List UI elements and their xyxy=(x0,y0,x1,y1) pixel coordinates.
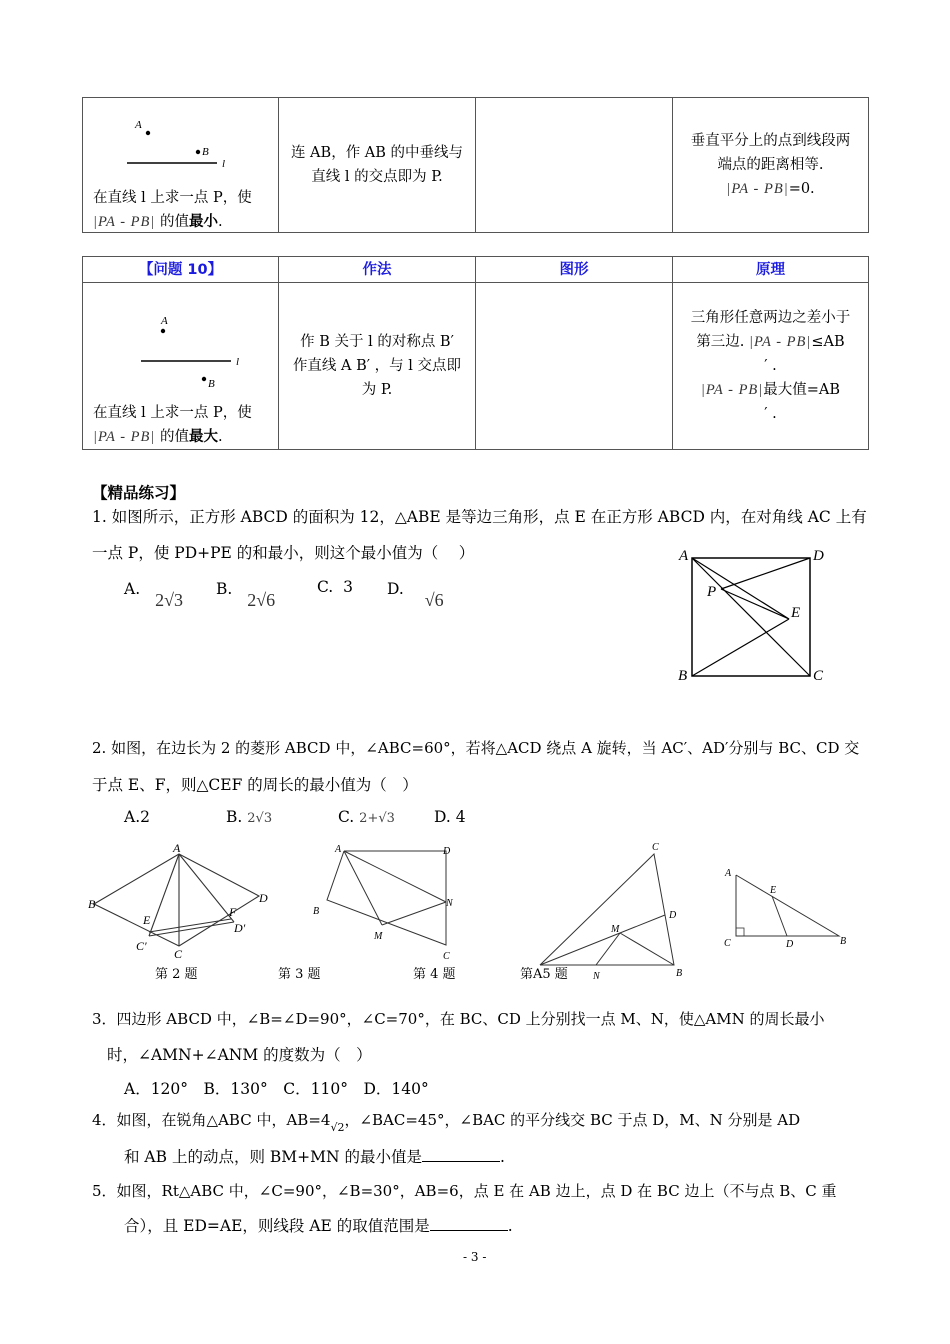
q5-text-line1: 5．如图，Rt△ABC 中，∠C=90°，∠B=30°，AB=6，点 E 在 AB 边上，点 D 在 BC 边上（不与点 B、C 重 xyxy=(92,1182,837,1200)
svg-text:A: A xyxy=(725,868,732,879)
svg-text:B: B xyxy=(840,936,847,947)
q3-quadrilateral-figure xyxy=(305,840,475,965)
svg-text:B: B xyxy=(313,906,320,917)
svg-text:B: B xyxy=(208,378,215,390)
answer-blank[interactable] xyxy=(430,1216,508,1231)
section-title: 【精品练习】 xyxy=(92,484,186,502)
svg-text:E: E xyxy=(791,605,801,621)
svg-text:l: l xyxy=(236,356,240,368)
svg-text:M: M xyxy=(611,924,620,935)
table-problem-10 xyxy=(82,256,869,450)
caption-fig5: 第A5 题 xyxy=(520,967,568,982)
svg-text:C: C xyxy=(813,668,824,684)
header-method: 作法 xyxy=(279,257,476,283)
q3-options: A．120° B．130° C．110° D．140° xyxy=(124,1080,429,1098)
q3-text-line1: 3．四边形 ABCD 中，∠B=∠D=90°，∠C=70°，在 BC、CD 上分别找一点 M、N，使△AMN 的周长最小 xyxy=(92,1010,825,1028)
problem-cell: A l B 在直线 l 上求一点 P，使 |PA - PB| 的值最大. xyxy=(83,283,279,450)
svg-text:B: B xyxy=(88,897,96,911)
q4-text-line1: 4．如图，在锐角△ABC 中，$AB=4_{√2}$，∠BAC=45°，∠BAC 的平分线交 BC 于点 D，M、N 分别是 AD xyxy=(92,1111,801,1134)
answer-blank[interactable] xyxy=(422,1147,500,1162)
q2-rhombus-figure xyxy=(85,840,285,970)
svg-text:A: A xyxy=(135,119,142,131)
svg-text:D: D xyxy=(786,939,794,950)
page-number: - 3 - xyxy=(463,1250,487,1264)
q1-option-a: A. 2√3 xyxy=(124,580,183,610)
q1-text-line1: 1. 如图所示，正方形 ABCD 的面积为 12，△ABE 是等边三角形，点 E 在正方形 ABCD 内，在对角线 AC 上有 xyxy=(92,508,867,526)
table-problem-9-row xyxy=(82,97,869,233)
q2-option-d: D. 4 xyxy=(434,808,466,826)
q2-text-line2: 于点 E、F，则△CEF 的周长的最小值为（ ） xyxy=(92,776,418,794)
principle-cell: 三角形任意两边之差小于 第三边. |PA - PB|≤AB ′ . |PA - PB|最大值=AB ′ . xyxy=(673,283,869,450)
svg-text:N: N xyxy=(593,971,600,982)
svg-text:P: P xyxy=(707,584,717,600)
svg-text:C: C xyxy=(443,951,450,962)
q3-text-line2: 时，∠AMN+∠ANM 的度数为（ ） xyxy=(107,1046,372,1064)
svg-text:D: D xyxy=(669,910,677,921)
svg-text:C′: C′ xyxy=(136,939,147,953)
point-line-diagram xyxy=(83,303,279,403)
figure-cell xyxy=(476,98,673,233)
q2-option-c: C. 2+√3 xyxy=(338,808,395,826)
svg-text:C: C xyxy=(724,938,731,949)
svg-text:D: D xyxy=(813,548,824,564)
caption-fig4: 第 4 题 xyxy=(413,967,456,982)
q2-option-a: A.2 xyxy=(124,808,150,826)
method-cell: 作 B 关于 l 的对称点 B′ 作直线 A B′ ，与 l 交点即 为 P. xyxy=(279,283,476,450)
principle-cell: 垂直平分上的点到线段两 端点的距离相等. |PA - PB|=0. xyxy=(673,98,869,233)
problem-text: 在直线 l 上求一点 P，使 xyxy=(93,190,252,206)
q1-square-figure xyxy=(670,540,840,690)
caption-fig2: 第 2 题 xyxy=(155,967,198,982)
svg-text:F: F xyxy=(229,905,237,919)
svg-text:D′: D′ xyxy=(234,921,246,935)
q5-right-triangle-figure xyxy=(715,860,865,950)
svg-text:D: D xyxy=(443,846,451,857)
q1-option-c: C. 3 xyxy=(317,578,353,596)
svg-text:A: A xyxy=(679,548,689,564)
q2-option-b: B. 2√3 xyxy=(226,808,273,826)
q4-text-line2: 和 AB 上的动点，则 BM+MN 的最小值是 . xyxy=(124,1148,505,1166)
q1-option-d: D. √6 xyxy=(387,580,444,610)
header-figure: 图形 xyxy=(476,257,673,283)
svg-text:C: C xyxy=(174,947,183,961)
caption-fig3: 第 3 题 xyxy=(278,967,321,982)
emphasis-text: 最小 xyxy=(188,214,218,230)
q1-option-b: B. 2√6 xyxy=(216,580,276,610)
svg-text:B: B xyxy=(678,668,688,684)
abs-expression: |PA - PB| xyxy=(93,214,156,230)
svg-text:A: A xyxy=(161,315,168,327)
header-principle: 原理 xyxy=(673,257,869,283)
svg-text:A: A xyxy=(335,844,342,855)
svg-text:l: l xyxy=(222,158,226,170)
svg-text:B: B xyxy=(202,146,209,158)
problem-cell: A B l 在直线 l 上求一点 P，使 |PA - PB| 的值最小. xyxy=(83,98,279,233)
svg-text:B: B xyxy=(676,968,683,979)
svg-text:E: E xyxy=(770,885,777,896)
svg-text:M: M xyxy=(374,931,383,942)
q1-text-line2: 一点 P，使 PD+PE 的和最小，则这个最小值为（ ） xyxy=(92,544,475,562)
svg-text:D: D xyxy=(259,891,268,905)
emphasis-text: 最大 xyxy=(188,429,218,445)
q5-text-line2: 合），且 ED=AE，则线段 AE 的取值范围是 . xyxy=(124,1217,513,1235)
point-line-diagram xyxy=(83,108,279,188)
q2-text-line1: 2. 如图，在边长为 2 的菱形 ABCD 中，∠ABC=60°，若将△ACD 绕点 A 旋转，当 AC′、AD′分别与 BC、CD 交 xyxy=(92,739,860,757)
svg-text:E: E xyxy=(143,913,151,927)
svg-text:A: A xyxy=(173,841,181,855)
header-problem: 【问题 10】 xyxy=(83,257,279,283)
svg-text:C: C xyxy=(652,842,659,853)
method-cell: 连 AB，作 AB 的中垂线与 直线 l 的交点即为 P. xyxy=(279,98,476,233)
svg-text:N: N xyxy=(446,898,453,909)
figure-cell xyxy=(476,283,673,450)
